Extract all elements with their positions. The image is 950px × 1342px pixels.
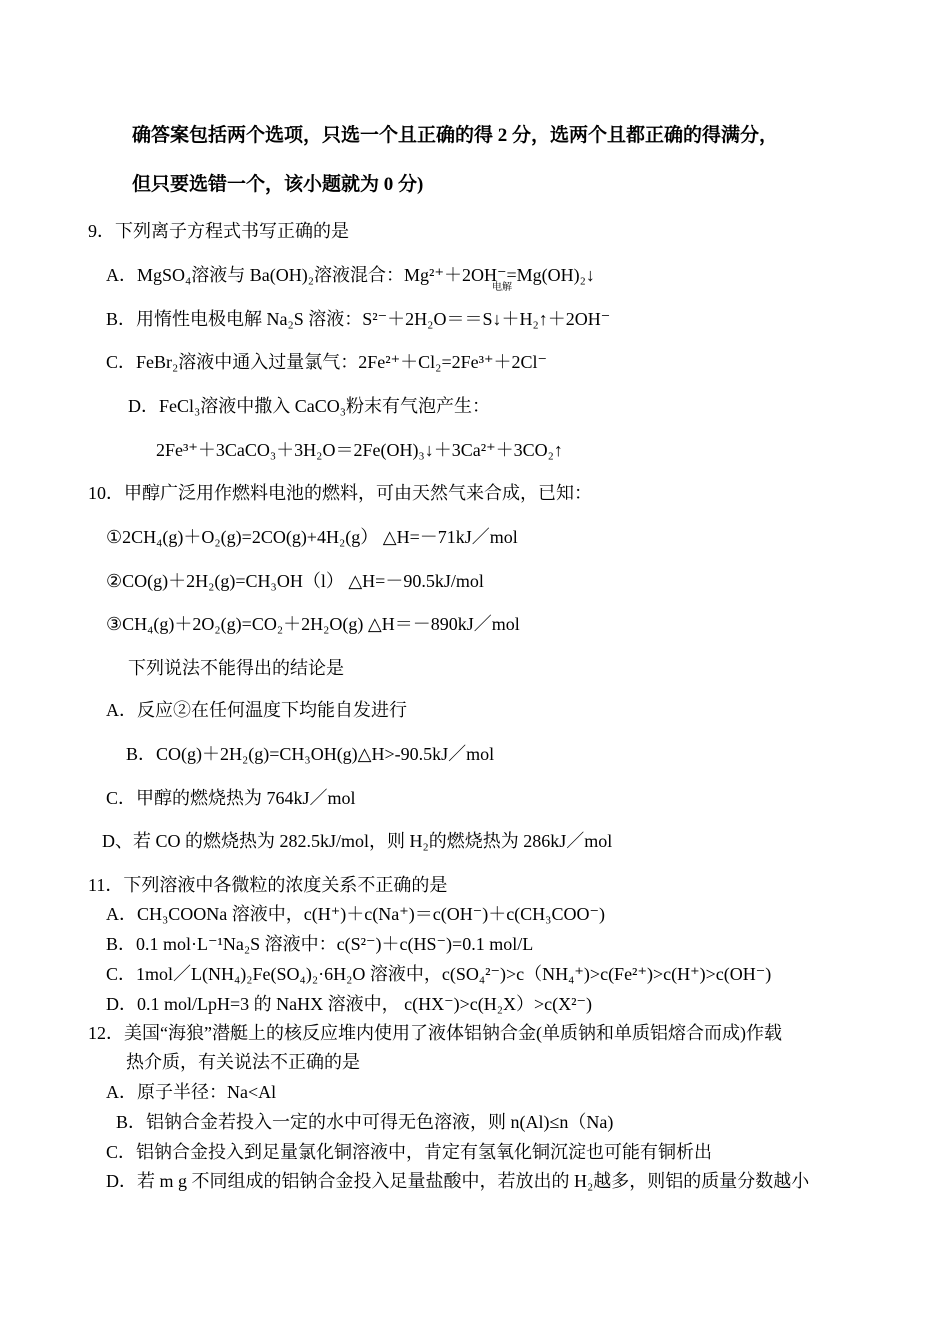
q9-option-c: C．FeBr₂溶液中通入过量氯气：2Fe²⁺＋Cl₂=2Fe³⁺＋2Cl⁻ [106, 352, 548, 372]
q10-equation-1: ①2CH₄(g)＋O₂(g)=2CO(g)+4H₂(g） △H=－71kJ／mol [106, 527, 518, 547]
q10-option-a: A．反应②在任何温度下均能自发进行 [106, 700, 407, 720]
instructions-line-2: 但只要选错一个，该小题就为 0 分) [132, 174, 424, 195]
q10-equation-2: ②CO(g)＋2H₂(g)=CH₃OH（l） △H=－90.5kJ/mol [106, 571, 484, 591]
q10-option-d: D、若 CO 的燃烧热为 282.5kJ/mol，则 H₂的燃烧热为 286kJ／mol [102, 831, 613, 851]
q10-stem: 10．甲醇广泛用作燃料电池的燃料，可由天然气来合成，已知： [88, 483, 592, 503]
q10-option-b: B．CO(g)＋2H₂(g)=CH₃OH(g)△H>-90.5kJ／mol [126, 744, 495, 764]
q11-option-c: C．1mol／L(NH₄)₂Fe(SO₄)₂·6H₂O 溶液中，c(SO₄²⁻)>c（NH₄⁺)>c(Fe²⁺)>c(H⁺)>c(OH⁻) [106, 964, 772, 984]
q12-option-c: C．铝钠合金投入到足量氯化铜溶液中，肯定有氢氧化铜沉淀也可能有铜析出 [106, 1142, 713, 1162]
q10-sub-question: 下列说法不能得出的结论是 [128, 658, 344, 678]
q9-option-a: A．MgSO₄溶液与 Ba(OH)₂溶液混合：Mg²⁺＋2OH⁻=Mg(OH)₂↓ [106, 265, 595, 285]
q9-option-d: D．FeCl₃溶液中撒入 CaCO₃粉末有气泡产生： [128, 396, 491, 416]
instructions-line-1: 确答案包括两个选项，只选一个且正确的得 2 分，选两个且都正确的得满分， [132, 125, 779, 146]
q11-stem: 11．下列溶液中各微粒的浓度关系不正确的是 [88, 875, 448, 895]
q11-option-d: D．0.1 mol/LpH=3 的 NaHX 溶液中， c(HX⁻)>c(H₂X）>c(X²⁻) [106, 994, 593, 1014]
q10-equation-3: ③CH₄(g)＋2O₂(g)=CO₂＋2H₂O(g) △H＝－890kJ／mol [106, 614, 520, 634]
q12-stem-line-1: 12．美国“海狼”潜艇上的核反应堆内使用了液体铝钠合金(单质钠和单质铝熔合而成)作载 [88, 1023, 782, 1043]
q9-option-b: B．用惰性电极电解 Na₂S 溶液：S²⁻＋2H₂O＝＝S↓＋H₂↑＋2OH⁻ [106, 309, 611, 329]
q9-stem: 9．下列离子方程式书写正确的是 [88, 221, 349, 241]
q12-option-a: A．原子半径：Na<Al [106, 1082, 277, 1102]
q10-option-c: C．甲醇的燃烧热为 764kJ／mol [106, 788, 356, 808]
electrolysis-label: 电解 [492, 282, 512, 293]
q12-option-d: D．若 m g 不同组成的铝钠合金投入足量盐酸中，若放出的 H₂越多，则铝的质量分数越小 [106, 1171, 810, 1191]
q12-stem-line-2: 热介质，有关说法不正确的是 [126, 1052, 360, 1072]
q12-option-b: B．铝钠合金若投入一定的水中可得无色溶液，则 n(Al)≤n（Na) [116, 1112, 614, 1132]
q11-option-a: A．CH₃COONa 溶液中，c(H⁺)＋c(Na⁺)＝c(OH⁻)＋c(CH₃COO⁻) [106, 904, 605, 924]
q11-option-b: B．0.1 mol·L⁻¹Na₂S 溶液中：c(S²⁻)＋c(HS⁻)=0.1 mol/L [106, 934, 534, 954]
q9-option-d-equation: 2Fe³⁺＋3CaCO₃＋3H₂O＝2Fe(OH)₃↓＋3Ca²⁺＋3CO₂↑ [156, 440, 563, 460]
